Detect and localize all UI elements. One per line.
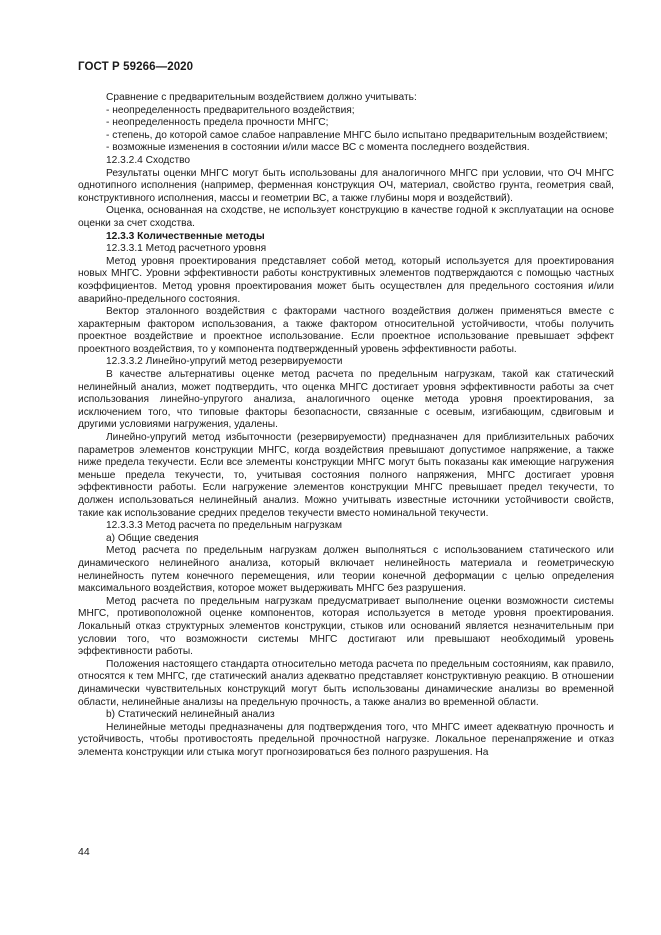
paragraph: Нелинейные методы предназначены для подтверждения того, что МНГС имеет адекватную прочность и устойчивость, чтобы противостоять предельной прочностной нагрузке. Локальное перенапряжение и отказ элемента конструкции или стыка могут прогнозироваться без полного разрушения. На bbox=[78, 721, 614, 758]
paragraph: Положения настоящего стандарта относительно метода расчета по предельным состояниям, как правило, относятся к тем МНГС, где статический анализ адекватно представляет конструктивную реакцию. В отношении динамически чувствительных конструкций могут быть использованы динамические анализы во временной области, нелинейные анализы на предельную прочность, а также анализ во временной области. bbox=[78, 658, 614, 708]
subsection-heading: b) Статический нелинейный анализ bbox=[106, 709, 275, 721]
paragraph: Оценка, основанная на сходстве, не использует конструкцию в качестве годной к эксплуатации на основе оценки за счет сходства. bbox=[78, 205, 614, 229]
list-item: - неопределенность предела прочности МНГС; bbox=[106, 117, 329, 129]
list-item: - возможные изменения в состоянии и/или массе ВС с момента последнего воздействия. bbox=[106, 142, 530, 154]
section-heading-bold: 12.3.3 Количественные методы bbox=[106, 230, 265, 242]
document-header: ГОСТ Р 59266—2020 bbox=[78, 61, 194, 73]
paragraph: Метод расчета по предельным нагрузкам предусматривает выполнение оценки возможности системы МНГС, противоположной оценке компонентов, которая используется в методе уровня проектирования. Локальный отказ структурных элементов конструкции, стыков или оснований является незначительным при условии того, что возможности системы МНГС достигают или превышают необходимый уровень эффективности работы. bbox=[78, 595, 614, 658]
paragraph: Метод уровня проектирования представляет собой метод, который используется для проектирования новых МНГС. Уровни эффективности работы конструктивных элементов подтверждаются с помощью частных коэффициентов. Метод уровня проектирования может быть осуществлен для предельного состояния и/или аварийно-предельного состояния. bbox=[78, 255, 614, 305]
section-heading: 12.3.3.2 Линейно-упругий метод резервируемости bbox=[106, 356, 343, 368]
list-item: - неопределенность предварительного воздействия; bbox=[106, 104, 355, 116]
paragraph: Вектор эталонного воздействия с факторами частного воздействия должен применяться вместе с характерным фактором использования, а также фактором относительной устойчивости, чтобы получить проектное воздействие и проектное использование. Если проектное использование превышает эффект проектного воздействия, то у компонента подтвержденный уровень эффективности работы. bbox=[78, 306, 614, 355]
section-heading: 12.3.3.1 Метод расчетного уровня bbox=[106, 243, 267, 255]
paragraph: Линейно-упругий метод избыточности (резервируемости) предназначен для приблизительных рабочих параметров элементов конструкции МНГС, когда воздействия превышают допустимое напряжение, а также ниже предела текучести. Если все элементы конструкции МНГС могут быть показаны как имеющие нагружения меньше предела текучести, то, учитывая состояния полного напряжения, МНГС достигает уровня эффективности работы. Если нагружение элементов конструкции МНГС превышает предел текучести, то должен использоваться нелинейный анализ. Можно учитывать известные источники устойчивости свойств, такие как использование средних пределов текучести вместо номинальной текучести. bbox=[78, 432, 614, 519]
paragraph: Результаты оценки МНГС могут быть использованы для аналогичного МНГС при условии, что ОЧ МНГС однотипного исполнения (например, ферменная конструкция ОЧ, материал, свойство грунта, геометрия свай, конструктивного исполнения, массы и геометрии ВС, а также глубины моря и воздействий). bbox=[78, 167, 614, 204]
section-heading: 12.3.3.3 Метод расчета по предельным нагрузкам bbox=[106, 520, 342, 532]
paragraph: В качестве альтернативы оценке метод расчета по предельным нагрузкам, такой как статический нелинейный анализ, может подтвердить, что оценка МНГС достигает уровня эффективности работы за счет использования линейно-упругого анализа, аналогичного оценке метода уровня проектирования, за исключением того, что типовые факторы безопасности, связанные с осевым, изгибающим, сдвиговым и другими условиями нагружения, удалены. bbox=[78, 369, 614, 431]
page-number: 44 bbox=[78, 846, 90, 858]
subsection-heading: а) Общие сведения bbox=[106, 532, 199, 544]
list-item: - степень, до которой самое слабое направление МНГС было испытано предварительным воздействием; bbox=[106, 129, 608, 141]
paragraph: Метод расчета по предельным нагрузкам должен выполняться с использованием статического или динамического нелинейного анализа, который включает нелинейность материала и геометрическую нелинейность путем конечного перемещения, или теории конечной деформации с целью определения максимального воздействия, которое может выдерживать МНГС без разрушения. bbox=[78, 545, 614, 595]
document-body bbox=[78, 92, 614, 759]
section-heading: 12.3.2.4 Сходство bbox=[106, 154, 191, 166]
paragraph: Сравнение с предварительным воздействием должно учитывать: bbox=[106, 92, 417, 103]
